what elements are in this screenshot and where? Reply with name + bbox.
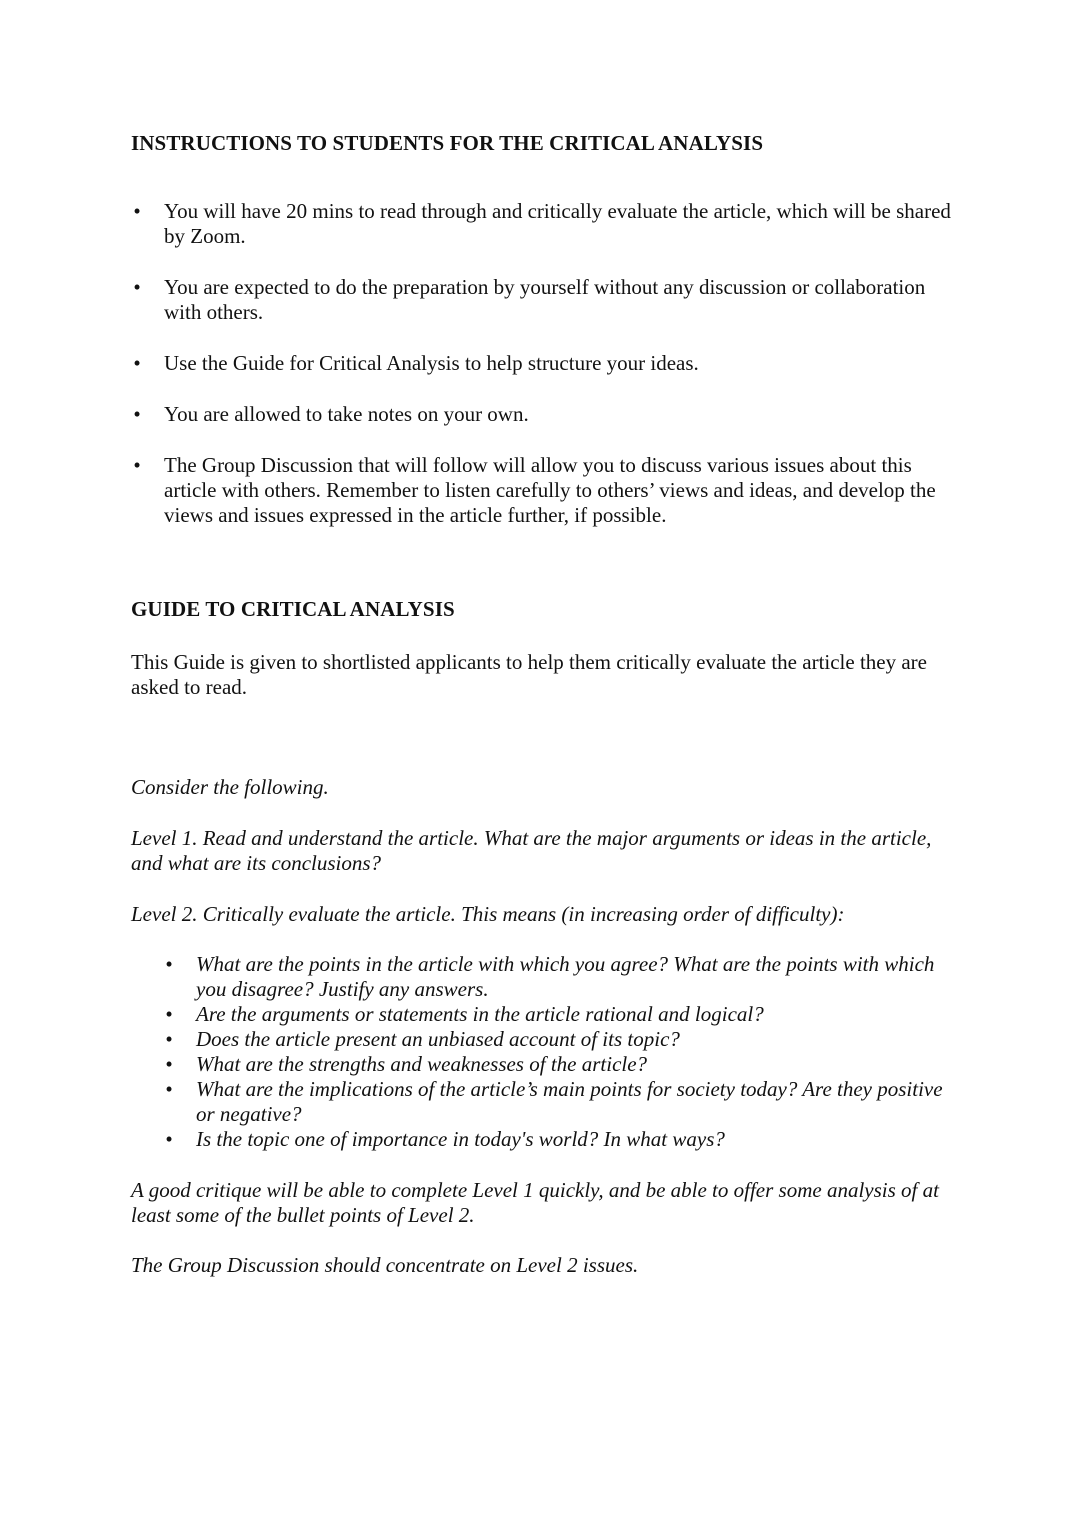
- bullet-icon: •: [165, 1052, 173, 1076]
- list-item-text: Does the article present an unbiased account of its topic?: [196, 1027, 680, 1051]
- list-item: [131, 453, 961, 528]
- list-item: [163, 1052, 963, 1077]
- list-item-text: Are the arguments or statements in the article rational and logical?: [196, 1002, 764, 1026]
- consider-text: Consider the following.: [131, 775, 329, 799]
- list-item: [131, 275, 961, 325]
- list-item: [163, 952, 963, 1002]
- bullet-icon: •: [165, 1002, 173, 1026]
- list-item-text: The Group Discussion that will follow will allow you to discuss various issues about this article with others. Remember to listen carefully to others’ views and ideas, and develop the views and issues expressed in the article further, if possible.: [164, 453, 936, 527]
- list-item-text: What are the points in the article with which you agree? What are the points with which you disagree? Justify any answers.: [196, 952, 935, 1001]
- list-item-text: Is the topic one of importance in today's world? In what ways?: [196, 1127, 725, 1151]
- instructions-heading: INSTRUCTIONS TO STUDENTS FOR THE CRITICAL ANALYSIS: [131, 131, 764, 155]
- list-item: [131, 402, 961, 427]
- list-item-text: What are the strengths and weaknesses of the article?: [196, 1052, 648, 1076]
- list-item: [131, 199, 961, 249]
- good-critique-text: A good critique will be able to complete Level 1 quickly, and be able to offer some analysis of at least some of the bullet points of Level 2.: [131, 1178, 939, 1227]
- list-item-text: You are expected to do the preparation by yourself without any discussion or collaboration with others.: [164, 275, 926, 324]
- list-item-text: Use the Guide for Critical Analysis to help structure your ideas.: [164, 351, 699, 375]
- bullet-icon: •: [133, 453, 141, 477]
- instructions-list: [131, 199, 961, 554]
- level2-text: Level 2. Critically evaluate the article. This means (in increasing order of difficulty):: [131, 902, 845, 926]
- group-discussion-text: The Group Discussion should concentrate on Level 2 issues.: [131, 1253, 639, 1277]
- level2-list: [163, 952, 963, 1152]
- list-item: [131, 351, 961, 376]
- bullet-icon: •: [133, 275, 141, 299]
- bullet-icon: •: [165, 1127, 173, 1151]
- bullet-icon: •: [165, 952, 173, 976]
- list-item: [163, 1077, 963, 1127]
- bullet-icon: •: [165, 1077, 173, 1101]
- list-item-text: You are allowed to take notes on your own.: [164, 402, 529, 426]
- list-item-text: You will have 20 mins to read through and critically evaluate the article, which will be shared by Zoom.: [164, 199, 951, 248]
- level1-text: Level 1. Read and understand the article. What are the major arguments or ideas in the article, and what are its conclusions?: [131, 826, 932, 875]
- guide-heading: GUIDE TO CRITICAL ANALYSIS: [131, 597, 455, 621]
- bullet-icon: •: [133, 199, 141, 223]
- bullet-icon: •: [165, 1027, 173, 1051]
- bullet-icon: •: [133, 351, 141, 375]
- list-item: [163, 1127, 963, 1152]
- guide-intro: This Guide is given to shortlisted applicants to help them critically evaluate the article they are asked to read.: [131, 650, 928, 699]
- list-item: [163, 1002, 963, 1027]
- list-item-text: What are the implications of the article’s main points for society today? Are they positive or negative?: [196, 1077, 943, 1126]
- bullet-icon: •: [133, 402, 141, 426]
- list-item: [163, 1027, 963, 1052]
